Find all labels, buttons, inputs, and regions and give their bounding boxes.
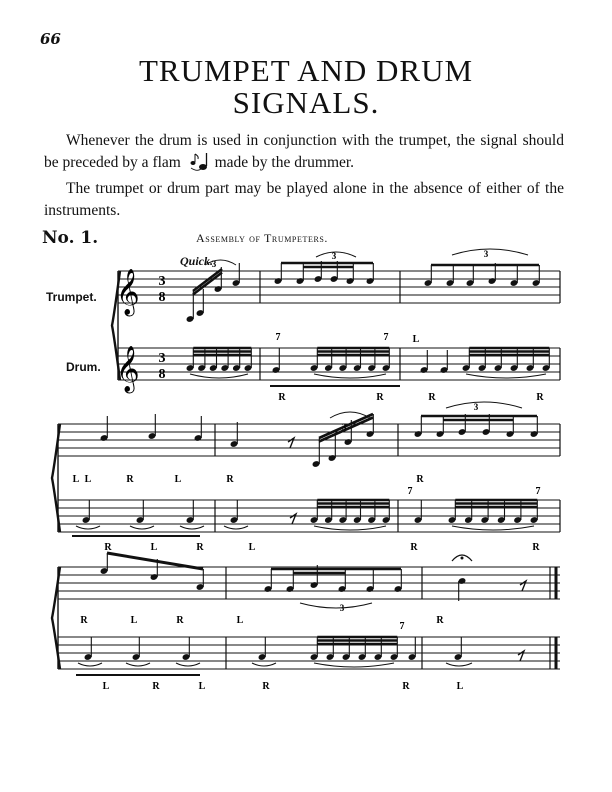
sticking-below: R [536,392,544,403]
roll-mark: 7 [383,332,389,343]
intro-p1-after: made by the drummer. [214,154,355,171]
triplet-mark: 3 [211,259,217,269]
title-line-1: TRUMPET AND DRUM [138,53,474,88]
sticking-below: L [198,681,206,692]
intro-paragraph-2: The trumpet or drum part may be played alone in the absence of either of the instruments. [44,180,564,219]
slur [300,603,372,608]
slur [126,663,150,666]
roll-mark: 7 [535,486,541,497]
slur [78,663,102,666]
triplet-mark: 3 [483,249,489,259]
sticking-mark: L [412,334,420,345]
slur [76,526,100,529]
sticking-below: R [196,542,204,553]
sticking-below: R [278,392,286,403]
sticking-below: R [152,681,160,692]
slur [180,526,204,529]
slur [252,663,276,666]
sticking-above: R [126,474,134,485]
slur [314,374,386,378]
treble-clef-icon: 𝄞 [116,269,140,315]
sticking-below: R [402,681,410,692]
time-sig-top: 3 [158,274,166,289]
slur [314,526,386,530]
sticking-below: R [376,392,384,403]
sticking-below: L [456,681,464,692]
sticking-above: R [176,615,184,626]
triplet-mark: 3 [341,422,347,432]
sticking-above: L [236,615,244,626]
sticking-above: L [72,474,80,485]
time-sig-top: 3 [158,351,166,366]
sticking-below: R [410,542,418,553]
title-line-2: SIGNALS. [232,85,380,120]
sticking-above: L [174,474,182,485]
intro-p1-before: Whenever the drum is used in conjunction with the trumpet, the signal should be preceded by a flam [44,132,564,171]
sticking-above: L [130,615,138,626]
slur [130,526,154,529]
roll-mark: 7 [399,621,405,632]
slur [176,663,200,666]
drum-part-label: Drum. [66,360,101,374]
system-brace [52,424,60,532]
slur [446,402,522,408]
slur [466,374,546,378]
treble-clef-icon: 𝄞 [116,346,140,392]
sticking-above: R [80,615,88,626]
triplet-mark: 3 [473,402,479,412]
system-brace [52,567,60,669]
slur [452,249,528,255]
sticking-below: R [532,542,540,553]
sticking-below: L [248,542,256,553]
slur [446,663,472,666]
sticking-below: R [262,681,270,692]
roll-mark: 7 [407,486,413,497]
sticking-below: R [104,542,112,553]
triplet-mark: 3 [339,603,345,613]
slur [224,526,248,529]
tempo-marking: Quick. [180,254,213,268]
sticking-below: L [150,542,158,553]
slur [452,526,534,530]
sticking-below: L [102,681,110,692]
triplet-mark: 3 [331,251,337,261]
sticking-above: R [416,474,424,485]
signal-number: No. 1. [42,228,99,248]
sticking-above: L [84,474,92,485]
page-number: 66 [40,30,61,48]
slur [314,663,394,667]
time-sig-bottom: 8 [158,367,166,382]
slur [190,374,248,378]
time-sig-bottom: 8 [158,290,166,305]
roll-mark: 7 [275,332,281,343]
sticking-above: R [436,615,444,626]
signal-title: Assembly of Trumpeters. [196,231,329,245]
slur [205,260,236,265]
trumpet-part-label: Trumpet. [46,290,97,304]
sticking-above: R [226,474,234,485]
fermata-dot [461,557,464,560]
sticking-below: R [428,392,436,403]
